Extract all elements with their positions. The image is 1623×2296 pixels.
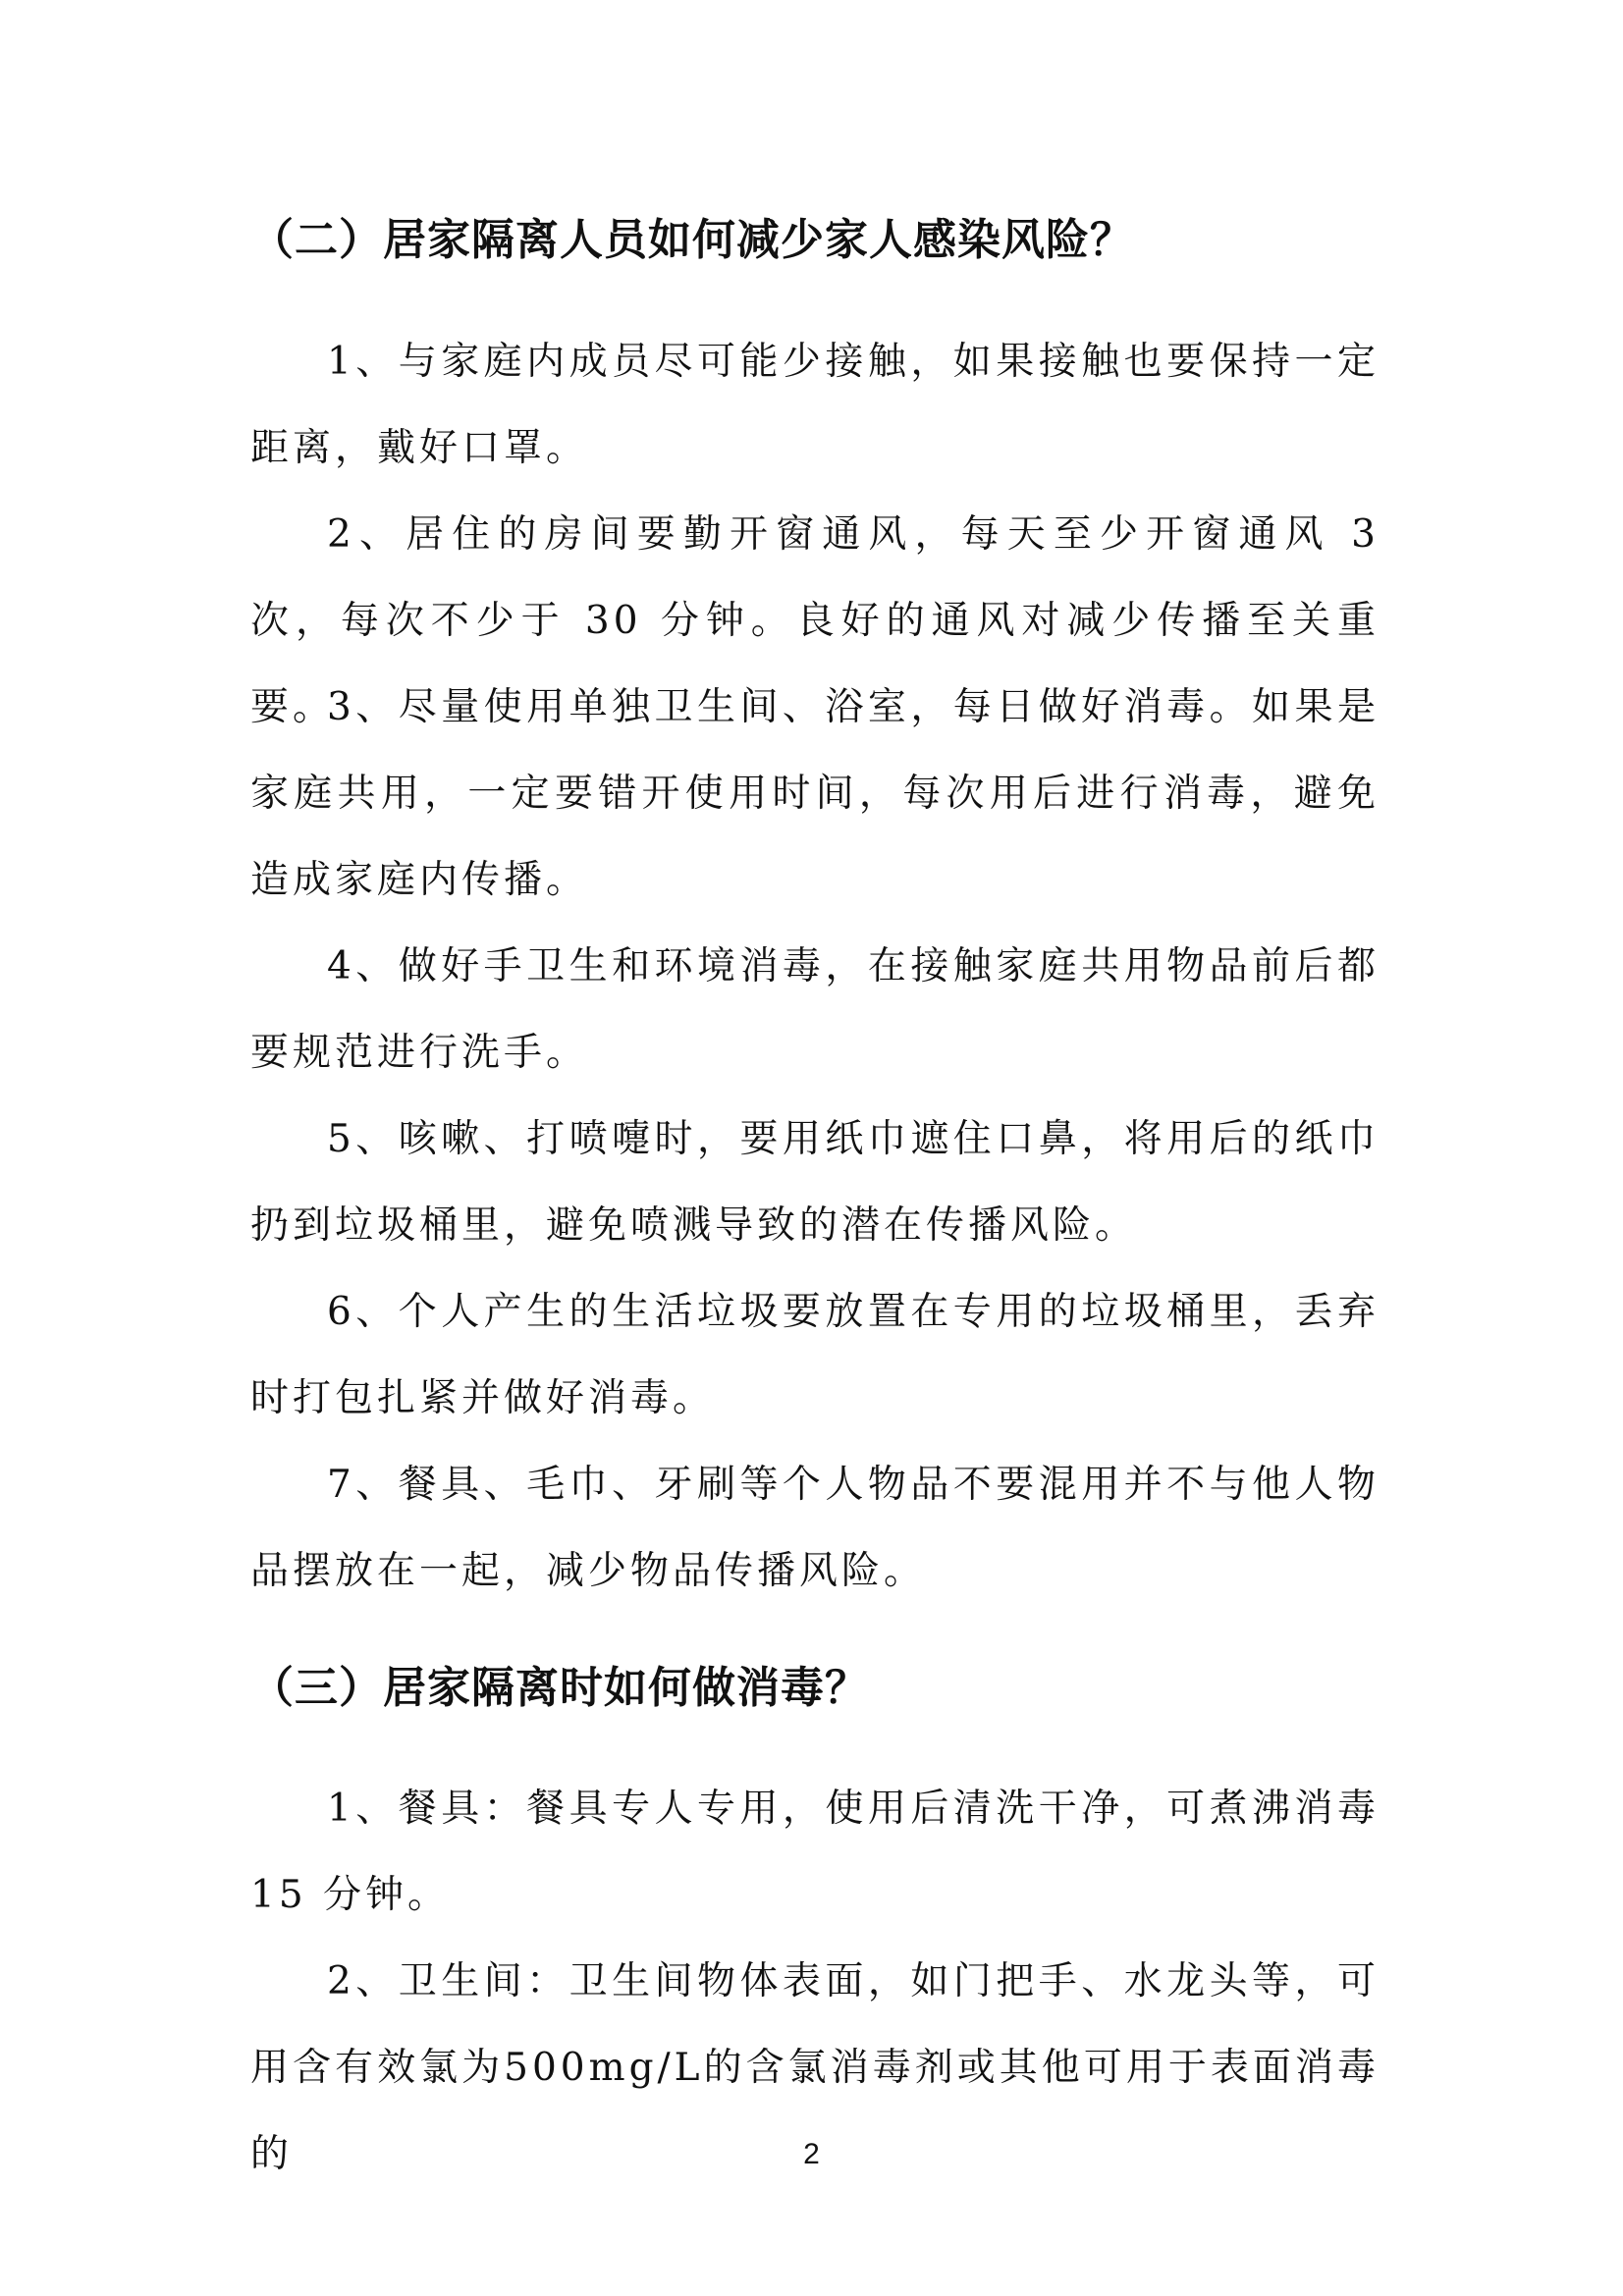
page-number: 2 [803,2138,820,2170]
section-heading-3: （三）居家隔离时如何做消毒？ [250,1663,869,1713]
paragraph-item-1: 1、与家庭内成员尽可能少接触，如果接触也要保持一定距离，戴好口罩。 [250,340,1380,470]
section-heading-2: （二）居家隔离人员如何减少家人感染风险？ [250,215,1134,265]
paragraph-item-7: 7、餐具、毛巾、牙刷等个人物品不要混用并不与他人物品摆放在一起，减少物品传播风险。 [250,1463,1380,1593]
paragraph-item-5: 5、咳嗽、打喷嚏时，要用纸巾遮住口鼻，将用后的纸巾扔到垃圾桶里，避免喷溅导致的潜在传播风险。 [250,1117,1380,1248]
paragraph-item-2: 2、卫生间：卫生间物体表面，如门把手、水龙头等，可用含有效氯为500mg/L的含氯消毒剂或其他可用于表面消毒的 [250,1959,1380,2176]
paragraph-item-1: 1、餐具：餐具专人专用，使用后清洗干净，可煮沸消毒 15 分钟。 [250,1787,1380,1917]
paragraph-item-6: 6、个人产生的生活垃圾要放置在专用的垃圾桶里，丢弃时打包扎紧并做好消毒。 [250,1290,1380,1420]
paragraph-item-2: 2、居住的房间要勤开窗通风，每天至少开窗通风 3 次，每次不少于 30 分钟。良好的通风对减少传播至关重要。 [250,512,1380,729]
paragraph-item-3: 3、尽量使用单独卫生间、浴室，每日做好消毒。如果是家庭共用，一定要错开使用时间，每次用后进行消毒，避免造成家庭内传播。 [250,685,1380,902]
paragraph-item-4: 4、做好手卫生和环境消毒，在接触家庭共用物品前后都要规范进行洗手。 [250,944,1380,1075]
